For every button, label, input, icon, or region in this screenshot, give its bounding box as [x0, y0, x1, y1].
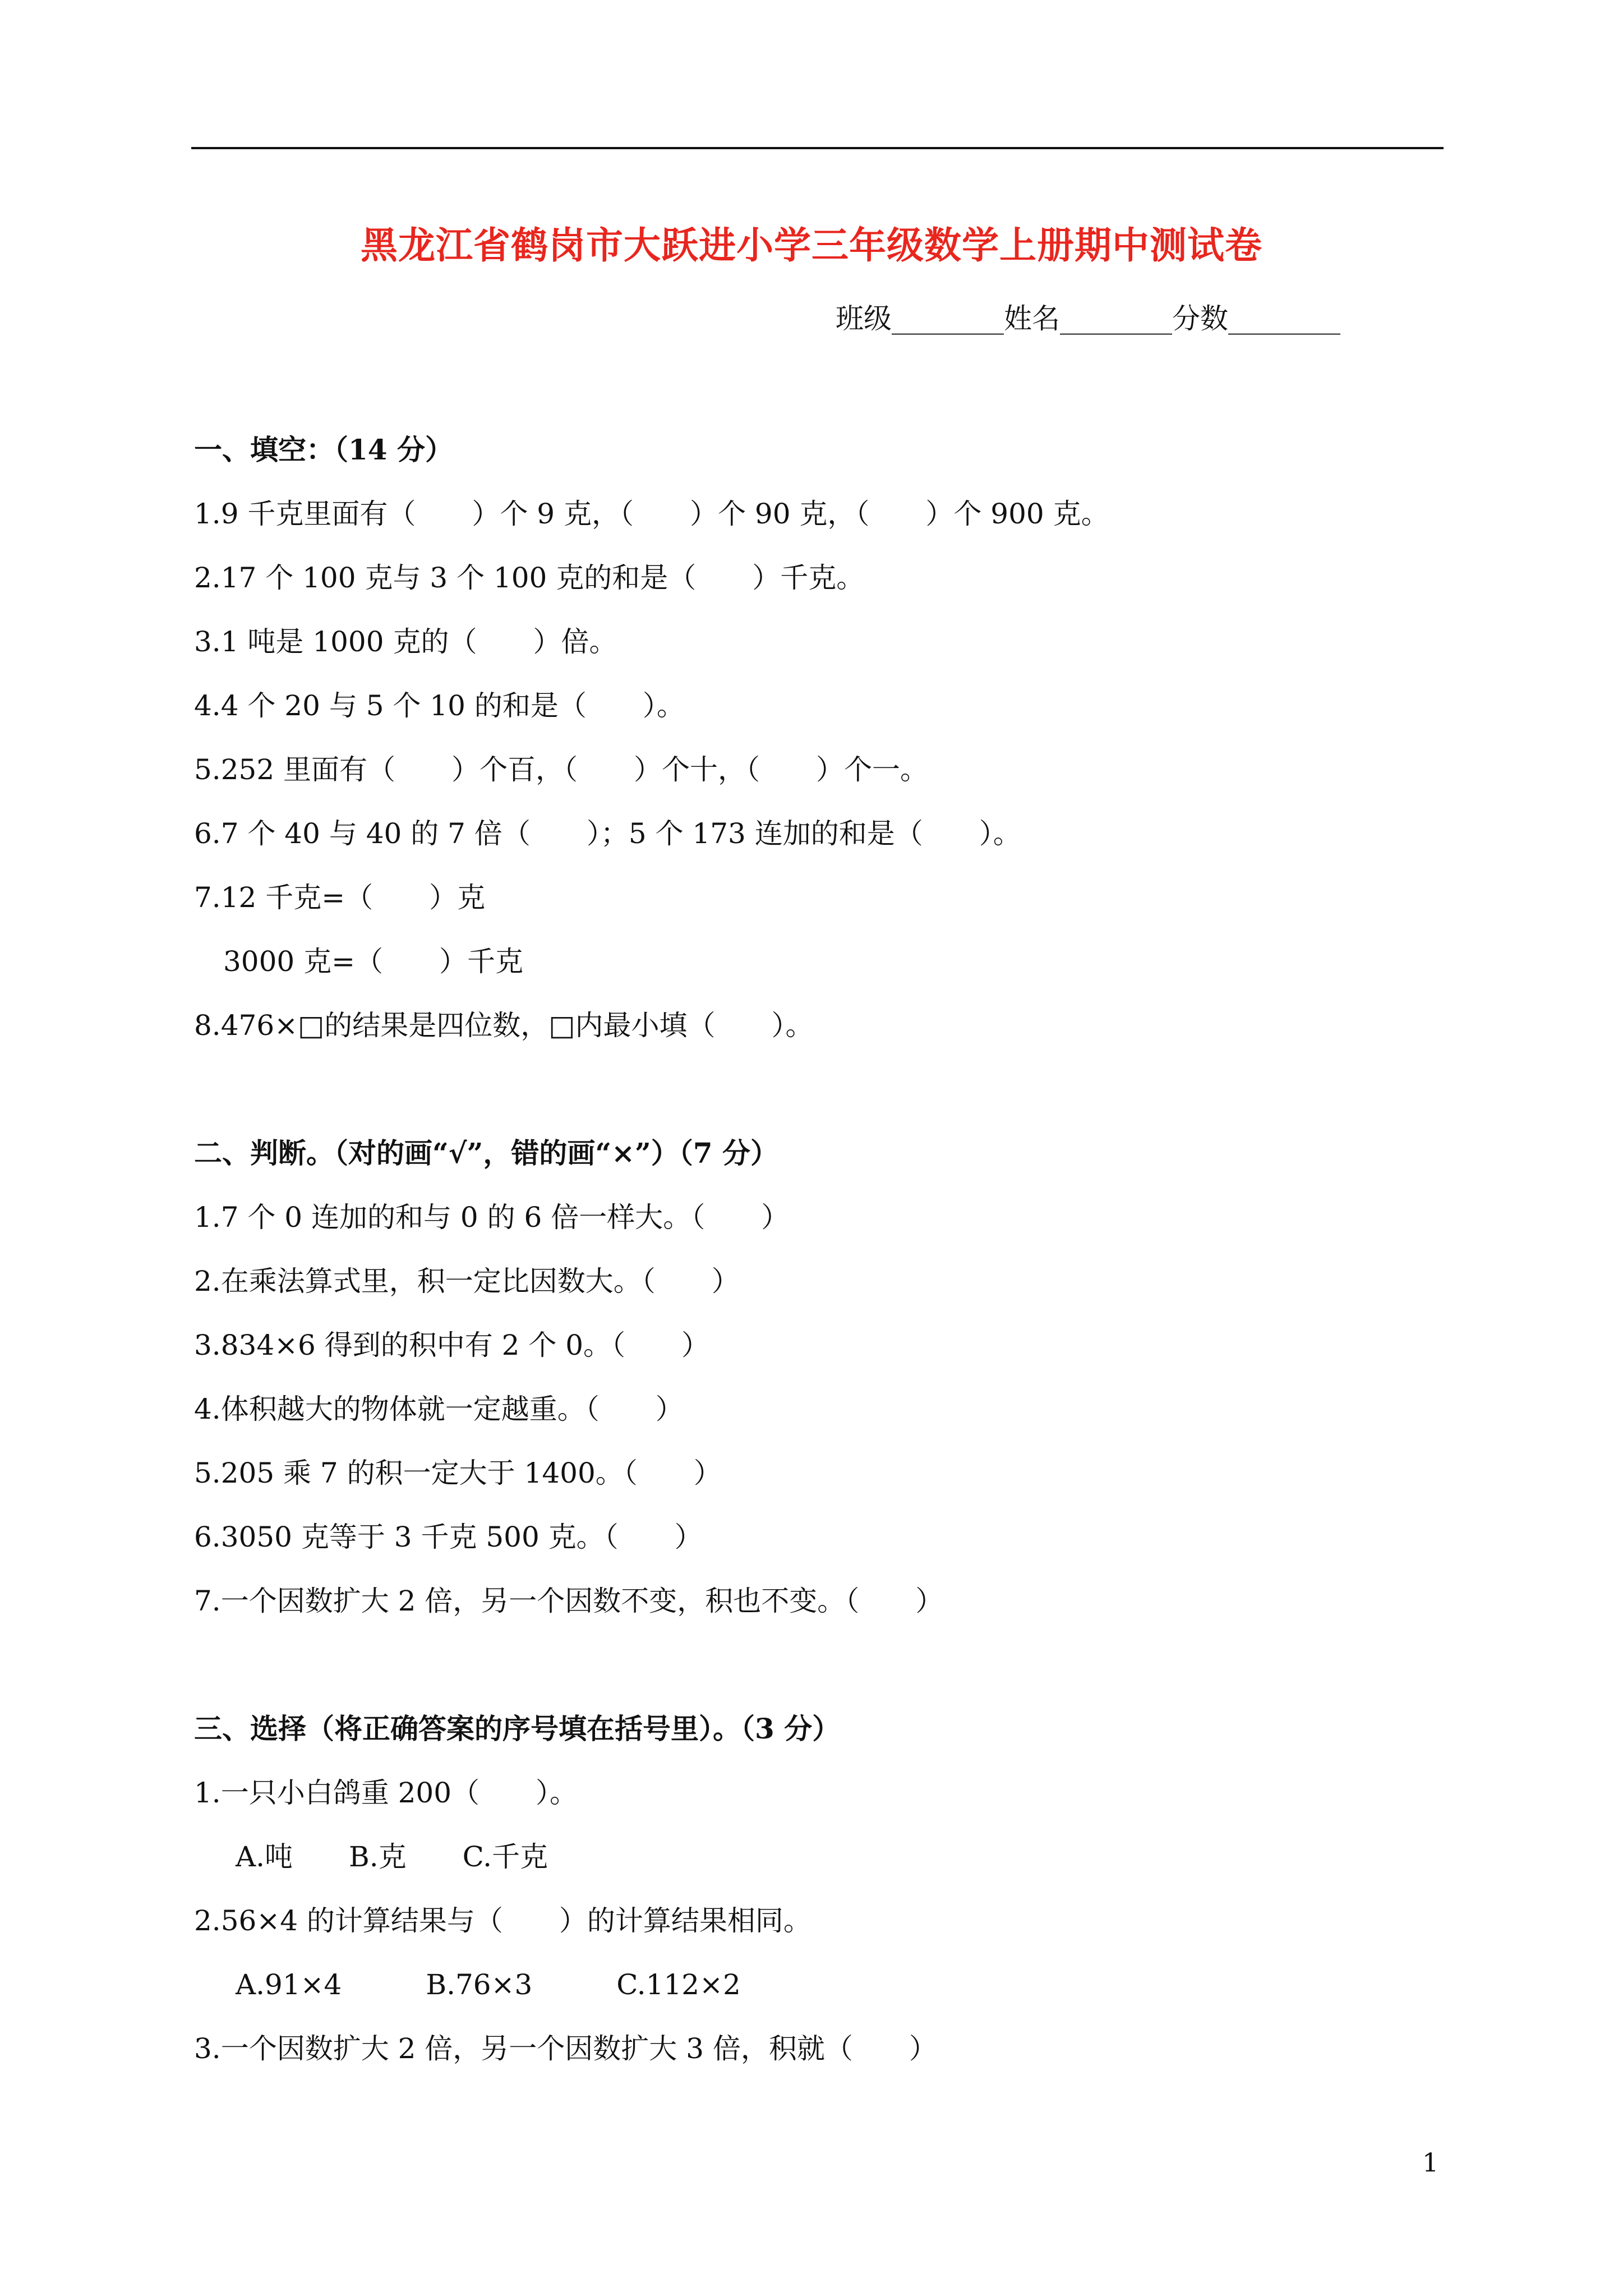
choice-options: A.91×4 B.76×3 C.112×2: [236, 1968, 741, 2001]
fill-item: 1.9 千克里面有（ ）个 9 克，（ ）个 90 克，（ ）个 900 克。: [194, 498, 1109, 530]
page-number: 1: [1422, 2147, 1439, 2178]
section3-heading: 三、选择（将正确答案的序号填在括号里）。（3 分）: [194, 1712, 841, 1745]
choice-question: 2.56×4 的计算结果与（ ）的计算结果相同。: [194, 1904, 811, 1937]
fill-item: 8.476×□的结果是四位数，□内最小填（ ）。: [194, 1009, 814, 1042]
choice-options: A.吨 B.克 C.千克: [236, 1841, 548, 1873]
page-title: 黑龙江省鹤岗市大跃进小学三年级数学上册期中测试卷: [361, 223, 1262, 267]
fill-item: 2.17 个 100 克与 3 个 100 克的和是（ ）千克。: [194, 562, 865, 594]
choice-question: 1.一只小白鸽重 200（ ）。: [194, 1777, 578, 1809]
fill-item: 3.1 吨是 1000 克的（ ）倍。: [194, 625, 617, 658]
student-info-line: 班级________姓名________分数________: [836, 302, 1340, 335]
fill-item: 4.4 个 20 与 5 个 10 的和是（ ）。: [194, 689, 685, 722]
fill-item: 6.7 个 40 与 40 的 7 倍（ ）；5 个 173 连加的和是（ ）。: [194, 817, 1021, 850]
choice-question: 3.一个因数扩大 2 倍，另一个因数扩大 3 倍，积就（ ）: [194, 2032, 937, 2065]
judge-item: 7.一个因数扩大 2 倍，另一个因数不变，积也不变。（ ）: [194, 1585, 944, 1617]
fill-item: 5.252 里面有（ ）个百，（ ）个十，（ ）个一。: [194, 753, 929, 786]
header-rule: [191, 147, 1444, 149]
section1-heading: 一、填空：（14 分）: [194, 433, 453, 466]
fill-item-continuation: 3000 克=（ ）千克: [223, 945, 524, 978]
judge-item: 4.体积越大的物体就一定越重。（ ）: [194, 1393, 684, 1425]
judge-item: 2.在乘法算式里，积一定比因数大。（ ）: [194, 1265, 740, 1297]
judge-item: 5.205 乘 7 的积一定大于 1400。（ ）: [194, 1457, 722, 1489]
judge-item: 3.834×6 得到的积中有 2 个 0。（ ）: [194, 1329, 710, 1361]
section2-heading: 二、判断。（对的画“√”，错的画“×”）（7 分）: [194, 1137, 778, 1170]
fill-item: 7.12 千克=（ ）克: [194, 881, 486, 914]
judge-item: 6.3050 克等于 3 千克 500 克。（ ）: [194, 1521, 703, 1553]
judge-item: 1.7 个 0 连加的和与 0 的 6 倍一样大。（ ）: [194, 1201, 790, 1234]
